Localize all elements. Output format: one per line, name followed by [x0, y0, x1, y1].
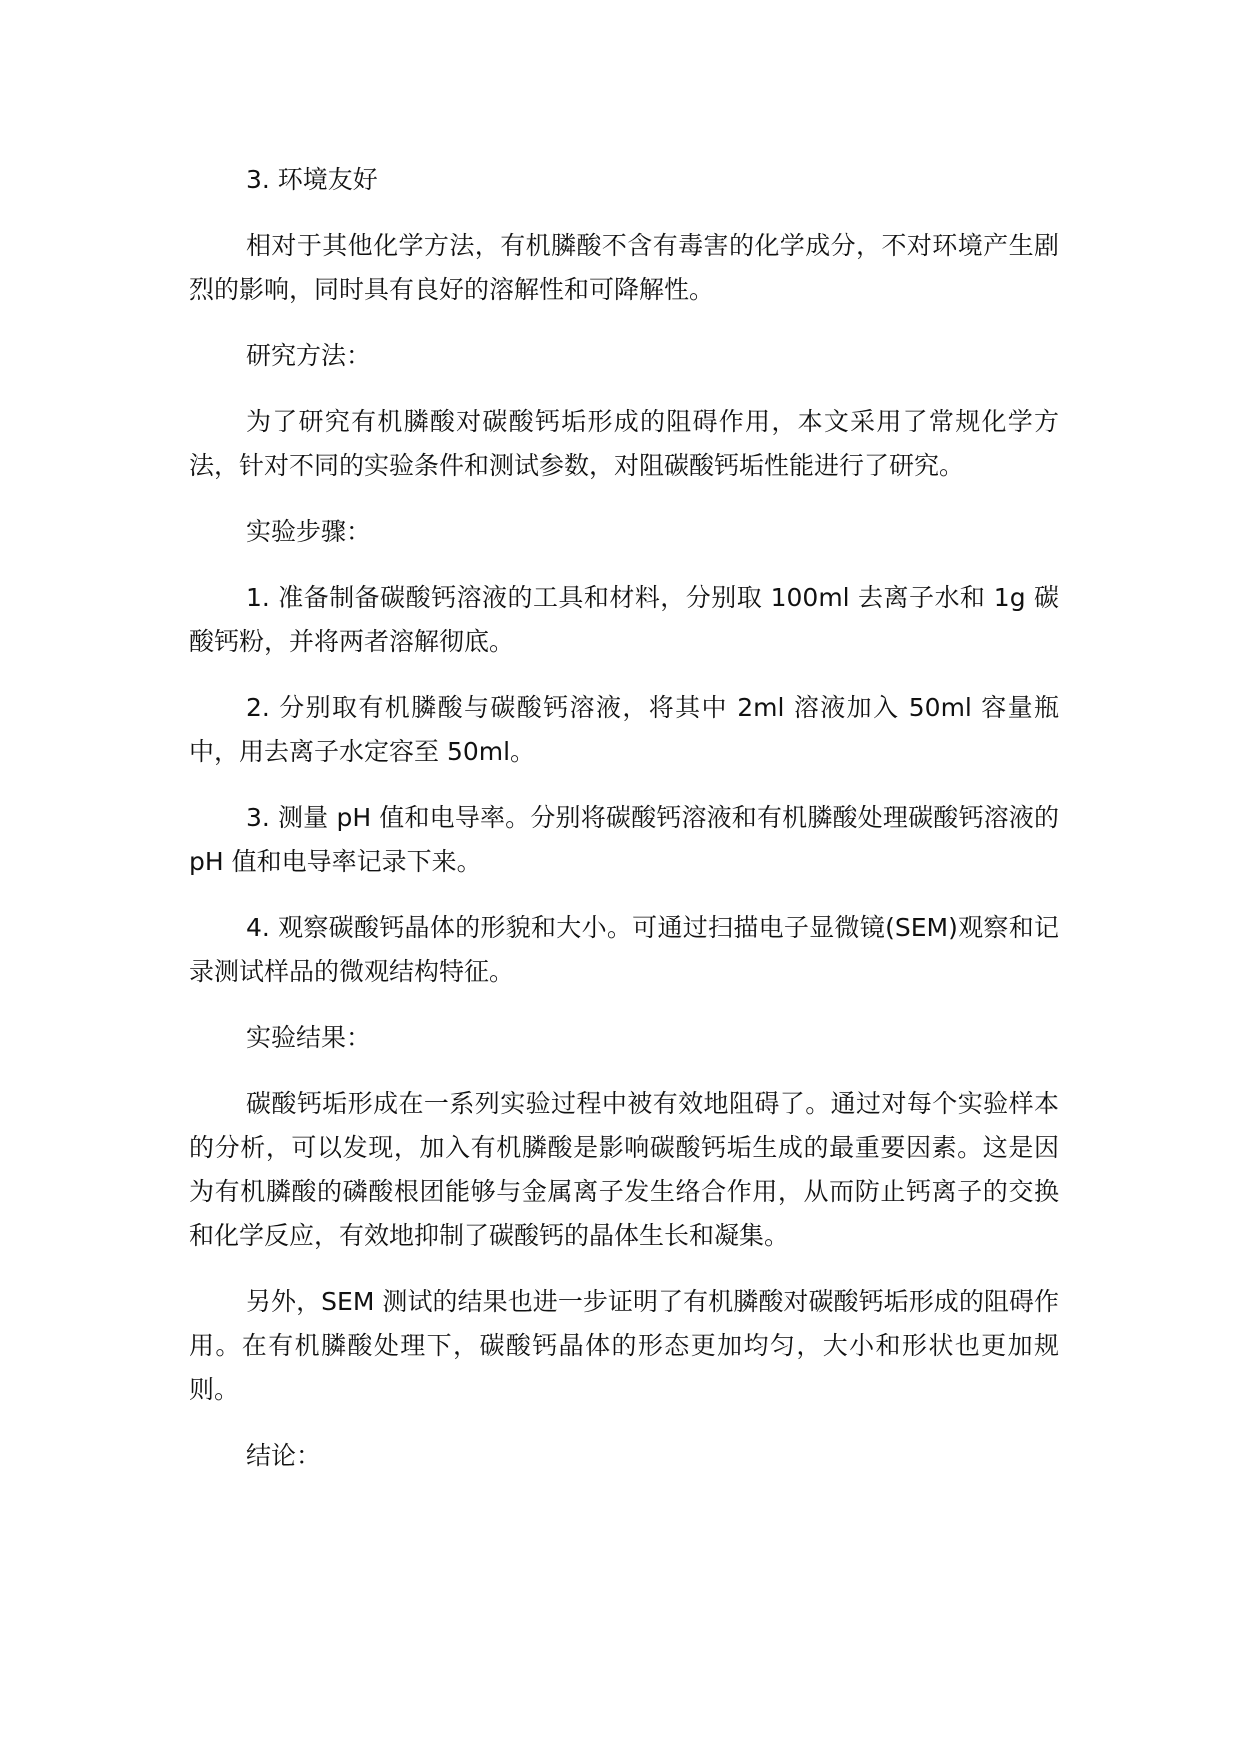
paragraph-results-1: 碳酸钙垢形成在一系列实验过程中被有效地阻碍了。通过对每个实验样本的分析，可以发现，加入有机膦酸是影响碳酸钙垢生成的最重要因素。这是因为有机膦酸的磷酸根团能够与金属离子发生络合作用，从而防止钙离子的交换和化学反应，有效地抑制了碳酸钙的晶体生长和凝集。 — [189, 1089, 1059, 1250]
section-heading-experiment-results: 实验结果： — [246, 1023, 372, 1052]
section-heading-environment-friendly: 3. 环境友好 — [246, 165, 378, 194]
paragraph-step-4: 4. 观察碳酸钙晶体的形貌和大小。可通过扫描电子显微镜(SEM)观察和记录测试样品的微观结构特征。 — [189, 913, 1059, 986]
paragraph-step-1: 1. 准备制备碳酸钙溶液的工具和材料，分别取 100ml 去离子水和 1g 碳酸钙粉，并将两者溶解彻底。 — [189, 583, 1059, 656]
paragraph-environment-friendly: 相对于其他化学方法，有机膦酸不含有毒害的化学成分，不对环境产生剧烈的影响，同时具有良好的溶解性和可降解性。 — [189, 231, 1059, 304]
document-body — [189, 158, 1059, 1500]
paragraph-results-2: 另外，SEM 测试的结果也进一步证明了有机膦酸对碳酸钙垢形成的阻碍作用。在有机膦酸处理下，碳酸钙晶体的形态更加均匀，大小和形状也更加规则。 — [189, 1287, 1059, 1404]
paragraph-research-method: 为了研究有机膦酸对碳酸钙垢形成的阻碍作用，本文采用了常规化学方法，针对不同的实验条件和测试参数，对阻碳酸钙垢性能进行了研究。 — [189, 407, 1059, 480]
section-heading-conclusion: 结论： — [246, 1441, 322, 1470]
paragraph-step-2: 2. 分别取有机膦酸与碳酸钙溶液，将其中 2ml 溶液加入 50ml 容量瓶中，用去离子水定容至 50ml。 — [189, 693, 1059, 766]
section-heading-research-method: 研究方法： — [246, 341, 372, 370]
paragraph-step-3: 3. 测量 pH 值和电导率。分别将碳酸钙溶液和有机膦酸处理碳酸钙溶液的 pH 值和电导率记录下来。 — [189, 803, 1059, 876]
section-heading-experiment-steps: 实验步骤： — [246, 517, 372, 546]
